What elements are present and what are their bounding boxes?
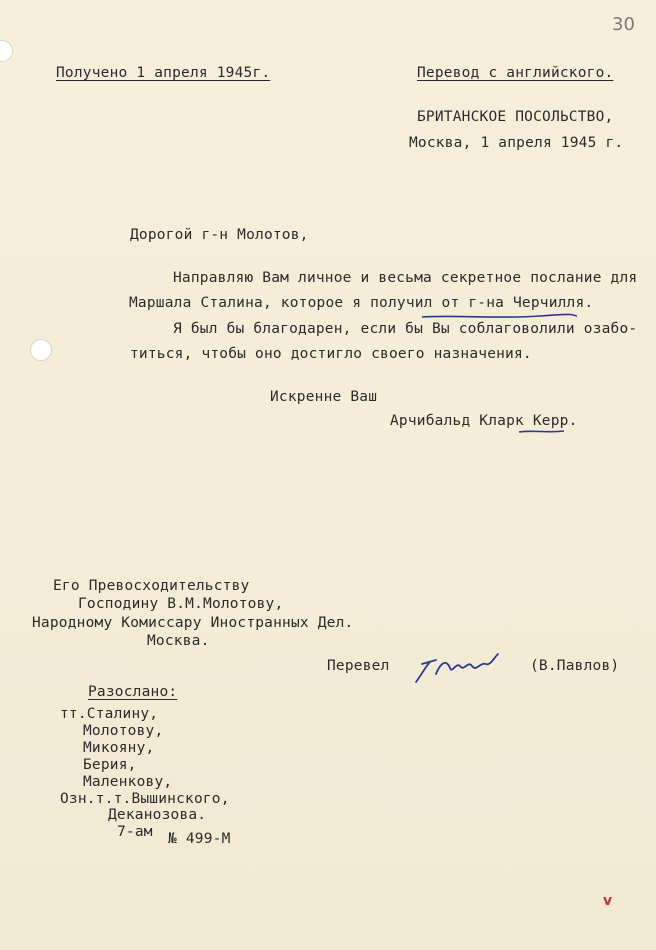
copies-count: 7-ам <box>117 824 153 840</box>
salutation: Дорогой г-н Молотов, <box>130 227 309 243</box>
distribution-item-3: Микояну, <box>83 740 155 756</box>
distribution-item-5: Маленкову, <box>83 774 173 790</box>
translator-signature <box>412 644 507 686</box>
signatory: Арчибальд Кларк Керр. <box>390 413 578 429</box>
body-line-3: Я был бы благодарен, если бы Вы соблаговолили озабо- <box>173 321 638 337</box>
distribution-item-2: Молотову, <box>83 723 164 739</box>
addressee-line-1: Его Превосходительству <box>53 578 250 594</box>
punch-hole-middle <box>30 339 52 361</box>
blue-underline-churchill <box>420 312 580 322</box>
page-number: 30 <box>612 14 635 35</box>
body-line-1: Направляю Вам личное и весьма секретное послание для <box>173 270 638 286</box>
document-number: № 499-М <box>168 831 231 847</box>
distribution-item-6: Озн.т.т.Вышинского, <box>60 791 230 807</box>
body-line-2: Маршала Сталина, которое я получил от г-на Черчилля. <box>129 295 594 311</box>
addressee-line-4: Москва. <box>147 633 210 649</box>
addressee-line-2: Господину В.М.Молотову, <box>78 596 284 612</box>
received-date: Получено 1 апреля 1945г. <box>56 65 271 81</box>
closing: Искренне Ваш <box>270 389 378 405</box>
translator-label: Перевел <box>327 658 390 674</box>
punch-hole-top <box>0 40 13 62</box>
place-and-date: Москва, 1 апреля 1945 г. <box>409 135 624 151</box>
distribution-title: Разослано: <box>88 684 178 700</box>
body-line-4: титься, чтобы оно достигло своего назначения. <box>130 346 532 362</box>
distribution-item-7: Деканозова. <box>108 807 207 823</box>
embassy-name: БРИТАНСКОЕ ПОСОЛЬСТВО, <box>417 109 614 125</box>
distribution-item-1: тт.Сталину, <box>60 706 159 722</box>
distribution-item-4: Берия, <box>83 757 137 773</box>
translation-note: Перевод с английского. <box>417 65 614 81</box>
addressee-line-3: Народному Комиссару Иностранных Дел. <box>32 615 354 631</box>
blue-underline-kerr <box>518 428 566 436</box>
red-check-mark: v <box>603 893 613 909</box>
translator-name: (В.Павлов) <box>530 658 620 674</box>
